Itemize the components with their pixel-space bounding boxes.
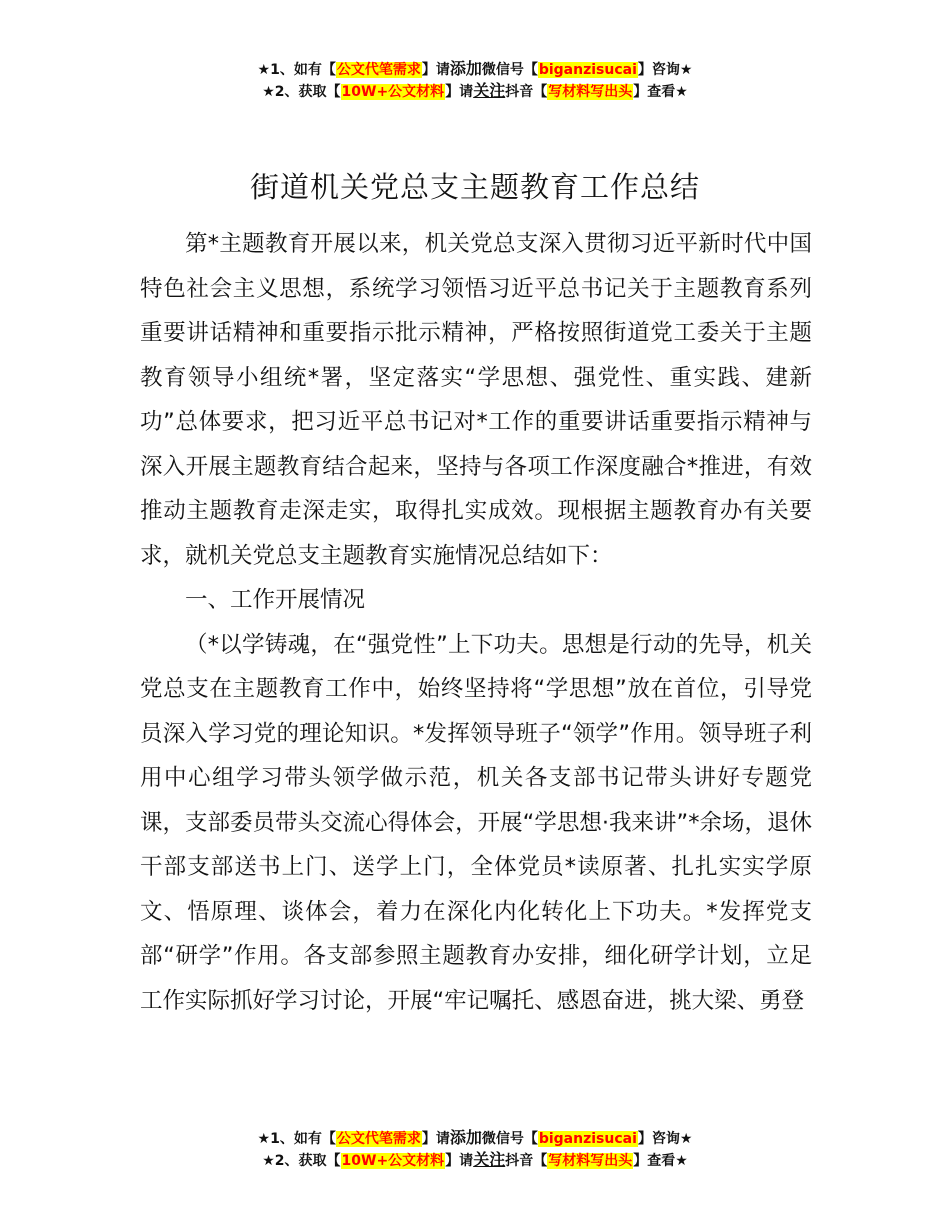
banner-highlight: biganzisucai [538, 62, 637, 78]
banner-line-1 [0, 1127, 950, 1149]
document-title: 街道机关党总支主题教育工作总结 [249, 170, 700, 204]
banner-text: 微信号【 [481, 62, 538, 78]
banner-text: ★1、如有【 [257, 1131, 336, 1147]
banner-highlight: 10W+公文材料 [341, 84, 445, 100]
banner-highlight: 公文代笔需求 [336, 62, 421, 78]
banner-text: ★1、如有【 [257, 62, 336, 78]
banner-text: 】查看★ [633, 84, 688, 100]
banner-text: 抖音【 [505, 1153, 548, 1169]
banner-text: ★2、获取【 [262, 84, 341, 100]
body-paragraph: （*以学铸魂，在“强党性”上下功夫。思想是行动的先导，机关党总支在主题教育工作中，始终坚持将“学思想”放在首位，引导党员深入学习党的理论知识。*发挥领导班子“领学”作用。领导班子利用中心组学习带头领学做示范，机关各支部书记带头讲好专题党课，支部委员带头交流心得体会，开展“学思想·我来讲”*余场，退休干部支部送书上门、送学上门，全体党员*读原著、扎扎实实学原文、悟原理、谈体会，着力在深化内化转化上下功夫。*发挥党支部“研学”作用。各支部参照主题教育办安排，细化研学计划，立足工作实际抓好学习讨论，开展“牢记嘱托、感恩奋进，挑大梁、勇登 [140, 631, 812, 1014]
intro-paragraph: 第*主题教育开展以来，机关党总支深入贯彻习近平新时代中国特色社会主义思想，系统学习领悟习近平总书记关于主题教育系列重要讲话精神和重要指示批示精神，严格按照街道党工委关于主题教育领导小组统*署，坚定落实“学思想、强党性、重实践、建新功”总体要求，把习近平总书记对*工作的重要讲话重要指示精神与深入开展主题教育结合起来，坚持与各项工作深度融合*推进，有效推动主题教育走深走实，取得扎实成效。现根据主题教育办有关要求，就机关党总支主题教育实施情况总结如下： [140, 231, 812, 569]
footer-banner [0, 1127, 950, 1171]
banner-text: 】请 [421, 1131, 450, 1147]
banner-text: 】咨询★ [637, 1131, 693, 1147]
header-banner [0, 58, 950, 102]
banner-highlight: 写材料写出头 [548, 84, 633, 100]
banner-highlight: 10W+公文材料 [341, 1153, 445, 1169]
banner-text: 】请 [445, 84, 474, 100]
banner-text: 】查看★ [633, 1153, 688, 1169]
banner-line-1 [0, 58, 950, 80]
banner-emphasis: 添加 [449, 1128, 482, 1147]
document-body [140, 222, 812, 1023]
section-heading: 一、工作开展情况 [185, 587, 366, 613]
banner-highlight: 写材料写出头 [548, 1153, 633, 1169]
banner-emphasis: 关注 [473, 1150, 506, 1169]
banner-text: 】请 [421, 62, 450, 78]
banner-text: 】请 [445, 1153, 474, 1169]
banner-highlight: 公文代笔需求 [336, 1131, 421, 1147]
banner-text: 】咨询★ [637, 62, 693, 78]
banner-text: 抖音【 [505, 84, 548, 100]
banner-highlight: biganzisucai [538, 1131, 637, 1147]
banner-emphasis: 关注 [473, 81, 506, 100]
banner-line-2 [0, 1149, 950, 1171]
banner-text: 微信号【 [481, 1131, 538, 1147]
banner-text: ★2、获取【 [262, 1153, 341, 1169]
banner-line-2 [0, 80, 950, 102]
banner-emphasis: 添加 [449, 59, 482, 78]
